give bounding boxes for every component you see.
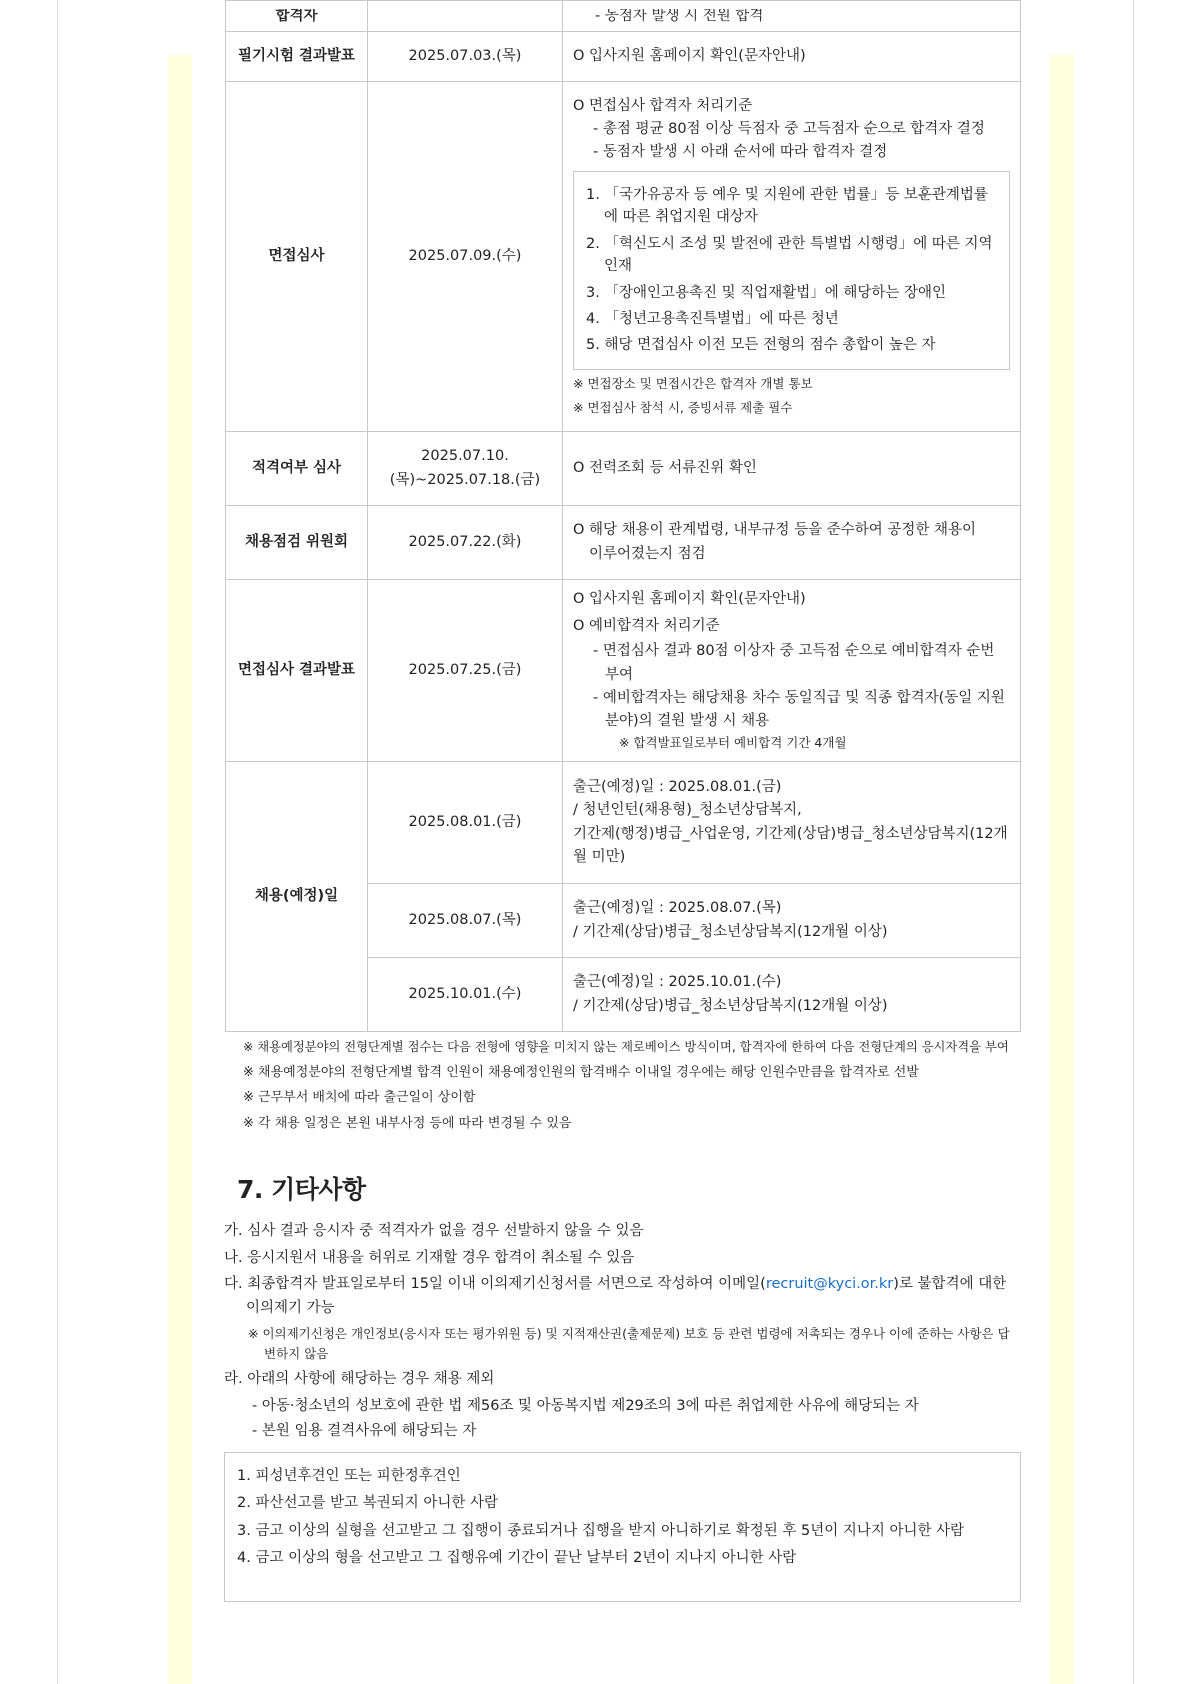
priority-item: 4. 「청년고용촉진특별법」에 따른 청년 (586, 310, 839, 327)
tiebreak-priority-box (573, 171, 1010, 370)
objection-note: ※ 이의제기신청은 개인정보(응시자 또는 평가위원 등) 및 지적재산권(출제문제) 보호 등 관련 법령에 저촉되는 경우나 이에 준하는 사항은 답변하지 않음 (248, 1326, 1010, 1362)
date-range: (목)~2025.07.18.(금) (389, 471, 541, 488)
schedule-notes (225, 1036, 1021, 1136)
table-row-eligibility (226, 432, 1021, 506)
table-row-interview-result (226, 580, 1021, 762)
priority-item: 2. 「혁신도시 조성 및 발전에 관한 특별법 시행령」에 따른 지역인재 (586, 235, 993, 275)
detail-cell: O 전력조회 등 서류진위 확인 (563, 432, 1021, 506)
stage-cell: 채용점검 위원회 (226, 506, 368, 580)
list-item: 나. 응시지원서 내용을 허위로 기재할 경우 합격이 취소될 수 있음 (224, 1249, 635, 1266)
detail-line: 출근(예정)일 : 2025.08.07.(목) (573, 900, 782, 917)
disqualification-item: 2. 파산선고를 받고 복권되지 아니한 사람 (237, 1495, 498, 1512)
reserve-period-note: ※ 합격발표일로부터 예비합격 기간 4개월 (619, 735, 847, 751)
objection-text: 다. 최종합격자 발표일로부터 15일 이내 이의제기신청서를 서면으로 작성하여 이메일( (224, 1276, 766, 1293)
detail-cell (563, 762, 1021, 884)
disqualification-item: 4. 금고 이상의 형을 선고받고 그 집행유예 기간이 끝난 날부터 2년이 지나지 아니한 사람 (237, 1550, 797, 1567)
detail-cell: O 입사지원 홈페이지 확인(문자안내) (563, 32, 1021, 82)
detail-line: / 기간제(상담)병급_청소년상담복지(12개월 이상) (573, 923, 888, 940)
exclusion-line: - 본원 임용 결격사유에 해당되는 자 (252, 1423, 477, 1440)
detail-line: 출근(예정)일 : 2025.10.01.(수) (573, 974, 782, 991)
detail-cell (563, 580, 1021, 762)
table-row-hiring-1 (226, 762, 1021, 884)
table-row-partial (226, 1, 1021, 32)
disqualification-item: 1. 피성년후견인 또는 피한정후견인 (237, 1467, 461, 1484)
stage-cell: 필기시험 결과발표 (226, 32, 368, 82)
disqualification-item: 3. 금고 이상의 실형을 선고받고 그 집행이 종료되거나 집행을 받지 아니하기로 확정된 후 5년이 지나지 아니한 사람 (237, 1522, 965, 1539)
page-border-right (1133, 0, 1134, 1684)
stage-cell: 면접심사 (226, 82, 368, 432)
detail-line: - 면접심사 결과 80점 이상자 중 고득점 순으로 예비합격자 순번 부여 (593, 643, 995, 683)
date-cell: 2025.07.03.(목) (368, 32, 563, 82)
margin-band-left (168, 55, 192, 1684)
section7-body (224, 1220, 1021, 1601)
detail-cell: - 동점자 발생 시 전원 합격 (563, 1, 1021, 32)
priority-item: 1. 「국가유공자 등 예우 및 지원에 관한 법률」등 보훈관계법률에 따른 취업지원 대상자 (586, 186, 988, 226)
list-item: 라. 아래의 사항에 해당하는 경우 채용 제외 (224, 1371, 495, 1388)
detail-line: 이루어졌는지 점검 (589, 545, 706, 562)
schedule-note: ※ 각 채용 일정은 본원 내부사정 등에 따라 변경될 수 있음 (243, 1115, 572, 1131)
table-row-interview (226, 82, 1021, 432)
date-cell: 2025.10.01.(수) (368, 958, 563, 1032)
criteria-line: - 총점 평균 80점 이상 득점자 중 고득점자 순으로 합격자 결정 (593, 121, 985, 138)
date-cell: 2025.08.01.(금) (368, 762, 563, 884)
priority-item: 5. 해당 면접심사 이전 모든 전형의 점수 총합이 높은 자 (586, 337, 936, 354)
schedule-note: ※ 채용예정분야의 전형단계별 합격 인원이 채용예정인원의 합격배수 이내일 경우에는 해당 인원수만큼을 합격자로 선발 (243, 1065, 919, 1081)
date-start: 2025.07.10. (421, 448, 509, 465)
date-cell: 2025.07.22.(화) (368, 506, 563, 580)
detail-line: 출근(예정)일 : 2025.08.01.(금) (573, 779, 782, 796)
table-row-written-result (226, 32, 1021, 82)
list-item-objection (224, 1273, 1021, 1320)
date-cell (368, 1, 563, 32)
schedule-note: ※ 채용예정분야의 전형단계별 점수는 다음 전형에 영향을 미치지 않는 제로베이스 방식이며, 합격자에 한하여 다음 전형단계의 응시자격을 부여 (243, 1040, 1009, 1055)
detail-cell (563, 506, 1021, 580)
stage-cell: 합격자 (226, 1, 368, 32)
detail-line: / 청년인턴(채용형)_청소년상담복지, (573, 802, 802, 819)
priority-item: 3. 「장애인고용촉진 및 직업재활법」에 해당하는 장애인 (586, 284, 947, 301)
schedule-note: ※ 근무부서 배치에 따라 출근일이 상이함 (243, 1090, 476, 1106)
detail-line: - 예비합격자는 해당채용 차수 동일직급 및 직종 합격자(동일 지원분야)의 결원 발생 시 채용 (593, 689, 1005, 729)
list-item: 가. 심사 결과 응시자 중 적격자가 없을 경우 선발하지 않을 수 있음 (224, 1223, 644, 1240)
date-cell: 2025.08.07.(목) (368, 884, 563, 958)
margin-band-right (1050, 55, 1074, 1684)
document-body (225, 0, 1021, 1602)
section-title: 7. 기타사항 (237, 1175, 366, 1205)
detail-line: 기간제(행정)병급_사업운영, 기간제(상담)병급_청소년상담복지(12개월 미만) (573, 825, 1008, 865)
objection-text: )로 불합격에 대한 이의제기 가능 (246, 1276, 1007, 1316)
date-cell: 2025.07.25.(금) (368, 580, 563, 762)
date-cell (368, 432, 563, 506)
detail-cell (563, 884, 1021, 958)
criteria-line: - 동점자 발생 시 아래 순서에 따라 합격자 결정 (593, 144, 888, 161)
interview-note: ※ 면접장소 및 면접시간은 합격자 개별 통보 (573, 375, 813, 391)
disqualification-box (224, 1452, 1021, 1602)
table-row-committee (226, 506, 1021, 580)
stage-cell: 채용(예정)일 (226, 762, 368, 1032)
detail-line: O 입사지원 홈페이지 확인(문자안내) (573, 591, 806, 607)
detail-cell (563, 958, 1021, 1032)
detail-cell (563, 82, 1021, 432)
schedule-table (225, 0, 1021, 1032)
detail-line: O 해당 채용이 관계법령, 내부규정 등을 준수하여 공정한 채용이 (573, 522, 977, 539)
exclusion-line: - 아동·청소년의 성보호에 관한 법 제56조 및 아동복지법 제29조의 3에 따른 취업제한 사유에 해당되는 자 (252, 1397, 919, 1414)
email-link[interactable]: recruit@kyci.or.kr (765, 1276, 894, 1293)
page-border-left (57, 0, 58, 1684)
stage-cell: 적격여부 심사 (226, 432, 368, 506)
detail-line: / 기간제(상담)병급_청소년상담복지(12개월 이상) (573, 997, 888, 1014)
stage-cell: 면접심사 결과발표 (226, 580, 368, 762)
detail-line: O 예비합격자 처리기준 (573, 618, 720, 635)
criteria-heading: O 면접심사 합격자 처리기준 (573, 98, 753, 115)
date-cell: 2025.07.09.(수) (368, 82, 563, 432)
interview-note: ※ 면접심사 참석 시, 증빙서류 제출 필수 (573, 399, 793, 415)
